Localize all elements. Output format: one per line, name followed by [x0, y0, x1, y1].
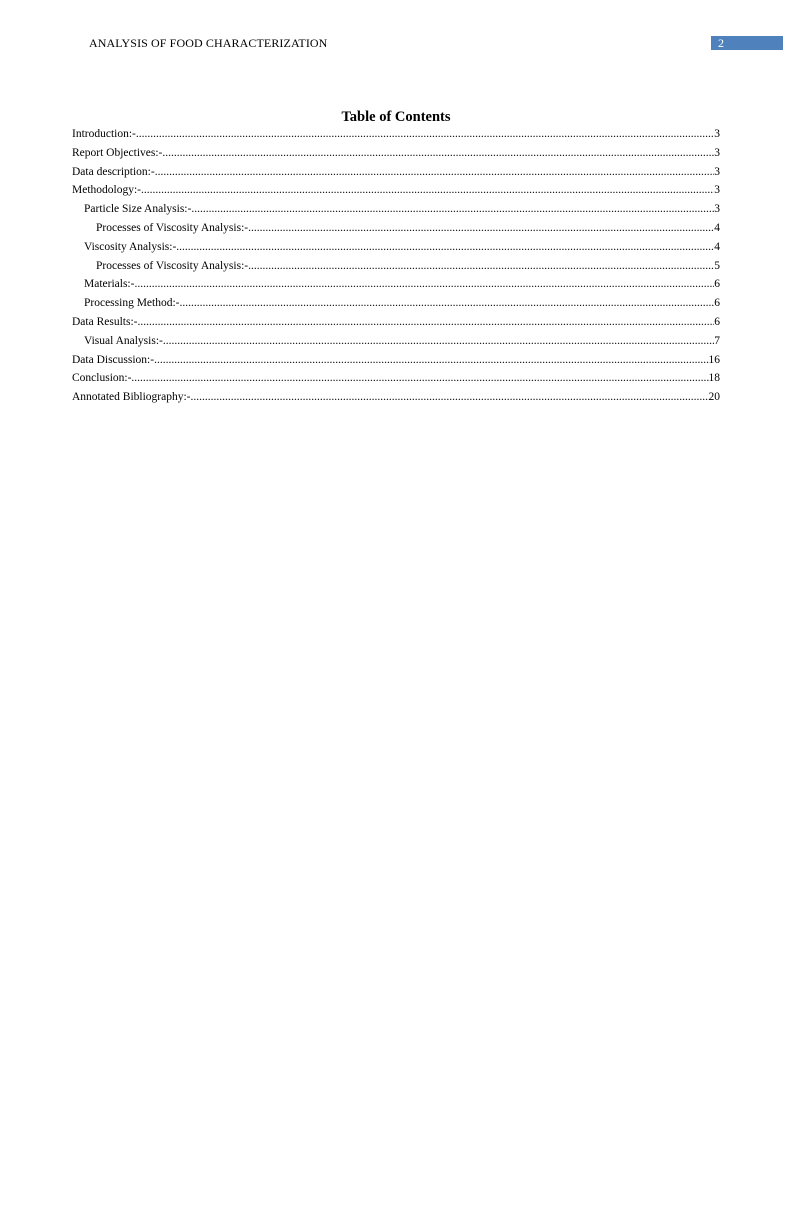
- toc-dot-leader: [180, 294, 715, 313]
- toc-entry-visual-analysis[interactable]: [72, 332, 720, 351]
- toc-entry-data-results[interactable]: [72, 313, 720, 332]
- toc-dot-leader: [141, 181, 714, 200]
- toc-entry-label: Conclusion:-: [72, 372, 132, 385]
- toc-entry-page: 3: [714, 184, 720, 197]
- toc-entry-page: 3: [714, 146, 720, 159]
- toc-dot-leader: [191, 200, 714, 219]
- page-number-box: [711, 36, 783, 50]
- toc-entry-label: Methodology:-: [72, 184, 141, 197]
- toc-dot-leader: [154, 351, 708, 370]
- toc-entry-materials[interactable]: [72, 275, 720, 294]
- toc-dot-leader: [191, 388, 709, 407]
- toc-entry-data-discussion[interactable]: [72, 351, 720, 370]
- running-head: ANALYSIS OF FOOD CHARACTERIZATION: [89, 36, 328, 50]
- toc-entry-label: Annotated Bibliography:-: [72, 391, 191, 404]
- toc-entry-page: 3: [714, 165, 720, 178]
- toc-entry-processes-of-viscosity-analysis[interactable]: [72, 219, 720, 238]
- toc-entry-page: 5: [714, 259, 720, 272]
- toc-entry-processing-method[interactable]: [72, 294, 720, 313]
- toc-dot-leader: [176, 238, 714, 257]
- toc-entry-particle-size-analysis[interactable]: [72, 200, 720, 219]
- toc-entry-label: Particle Size Analysis:-: [84, 203, 192, 216]
- toc-entry-page: 3: [714, 128, 720, 140]
- toc-entry-page: 16: [708, 353, 720, 366]
- toc-entry-label: Processing Method:-: [84, 297, 180, 310]
- toc-dot-leader: [155, 163, 715, 182]
- toc-entry-page: 20: [708, 391, 720, 404]
- toc-entry-label: Report Objectives:-: [72, 146, 163, 159]
- toc-entry-page: 3: [714, 203, 720, 216]
- toc-entry-conclusion[interactable]: [72, 369, 720, 388]
- table-of-contents: [72, 125, 720, 407]
- toc-entry-page: 18: [708, 372, 720, 385]
- toc-dot-leader: [248, 219, 714, 238]
- toc-entry-page: 7: [714, 334, 720, 347]
- toc-entry-page: 4: [714, 240, 720, 253]
- toc-entry-report-objectives[interactable]: [72, 144, 720, 163]
- toc-entry-annotated-bibliography[interactable]: [72, 388, 720, 407]
- toc-dot-leader: [137, 313, 714, 332]
- toc-dot-leader: [163, 332, 714, 351]
- toc-entry-label: Processes of Viscosity Analysis:-: [96, 221, 249, 234]
- toc-dot-leader: [162, 144, 714, 163]
- toc-dot-leader: [131, 369, 708, 388]
- page-number: 2: [718, 36, 724, 50]
- toc-entry-viscosity-analysis[interactable]: [72, 238, 720, 257]
- toc-dot-leader: [248, 257, 714, 276]
- toc-entry-label: Data Results:-: [72, 315, 138, 328]
- toc-dot-leader: [134, 275, 714, 294]
- toc-entry-page: 6: [714, 297, 720, 310]
- toc-title: Table of Contents: [341, 109, 451, 125]
- toc-entry-processes-of-viscosity-analysis-2[interactable]: [72, 257, 720, 276]
- toc-entry-label: Processes of Viscosity Analysis:-: [96, 259, 249, 272]
- toc-entry-label: Viscosity Analysis:-: [84, 240, 177, 253]
- toc-entry-label: Data description:-: [72, 165, 155, 178]
- toc-entry-label: Visual Analysis:-: [84, 334, 163, 347]
- toc-entry-label: Data Discussion:-: [72, 353, 155, 366]
- toc-entry-page: 6: [714, 278, 720, 291]
- toc-dot-leader: [136, 125, 714, 144]
- toc-entry-label: Introduction:-: [72, 128, 136, 140]
- toc-entry-methodology[interactable]: [72, 181, 720, 200]
- toc-entry-label: Materials:-: [84, 278, 135, 291]
- toc-entry-introduction[interactable]: [72, 125, 720, 144]
- toc-entry-page: 4: [714, 221, 720, 234]
- toc-entry-page: 6: [714, 315, 720, 328]
- toc-entry-data-description[interactable]: [72, 163, 720, 182]
